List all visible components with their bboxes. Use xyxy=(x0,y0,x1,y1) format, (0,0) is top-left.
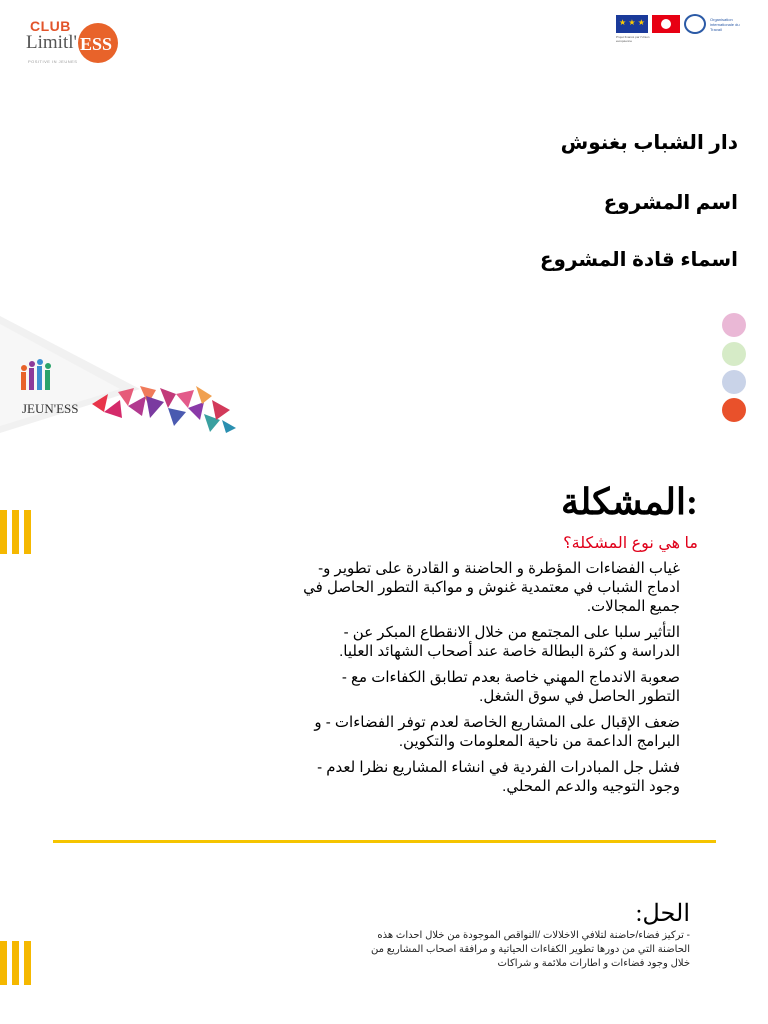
slide-problem-solution xyxy=(0,433,768,1024)
solution-text: - تركيز فضاء/حاضنة لتلافي الاخلالات /النواقص الموجودة من خلال احداث هذه الحاضنة التي من دورها تطوير الكفاءات الحياتية و مرافقة اصحاب المشاريع من خلال وجود فضاءات و اطارات ملائمة و شراكات xyxy=(371,930,690,969)
accent-bars-bottom xyxy=(0,941,31,985)
jeuness-logo xyxy=(0,316,240,433)
accent-bar xyxy=(0,941,7,985)
title-line-project-leaders: اسماء قادة المشروع xyxy=(539,249,738,271)
solution-heading: الحل: xyxy=(635,901,690,927)
club-limitless-logo xyxy=(22,12,122,68)
accent-bar xyxy=(24,510,31,554)
problem-question: ما هي نوع المشكلة؟ xyxy=(563,535,698,552)
accent-bar xyxy=(24,941,31,985)
section-divider xyxy=(53,840,716,843)
problem-item: فشل جل المبادرات الفردية في انشاء المشاريع نظرا لعدم - وجود التوجيه والدعم المحلي. xyxy=(317,759,680,795)
accent-bar xyxy=(12,941,19,985)
problem-heading: :المشكلة xyxy=(561,482,698,522)
eu-flag-icon: ★ ★ ★ xyxy=(616,15,648,33)
title-line-project-name: اسم المشروع xyxy=(603,192,738,214)
logo-tagline: POSITIVE IN JEUNES xyxy=(28,59,78,64)
problem-item: غياب الفضاءات المؤطرة و الحاضنة و القادرة على تطوير و- ادماج الشباب في معتمدية غنوش و مواكبة التطور الحاصل في جميع المجالات. xyxy=(303,560,680,615)
title-line-youth-house: دار الشباب بغنوش xyxy=(560,132,738,154)
decor-dot-orange xyxy=(722,398,746,422)
ilo-logo-icon xyxy=(684,14,706,34)
problem-item: التأثير سلبا على المجتمع من خلال الانقطاع المبكر عن - الدراسة و كثرة البطالة خاصة عند أصحاب الشهائد العليا. xyxy=(339,624,680,660)
problem-item: ضعف الإقبال على المشاريع الخاصة لعدم توفر الفضاءات - و البرامج الداعمة من ناحية المعلومات والتكوين. xyxy=(314,714,680,750)
problem-item: صعوبة الاندماج المهني خاصة بعدم تطابق الكفاءات مع - التطور الحاصل في سوق الشغل. xyxy=(341,669,680,705)
accent-bar xyxy=(12,510,19,554)
decor-dot-green xyxy=(722,342,746,366)
logo-ess-text: ESS xyxy=(80,34,113,54)
jeuness-label: JEUN'ESS xyxy=(22,401,79,416)
slide-title xyxy=(0,0,768,433)
partner-logos xyxy=(616,14,746,43)
decor-dot-blue xyxy=(722,370,746,394)
logo-limit-text: Limitl' xyxy=(26,32,77,53)
eu-caption: Projet financé par l'Union européenne xyxy=(616,35,650,43)
decor-dot-pink xyxy=(722,313,746,337)
tunisia-flag-icon xyxy=(652,15,680,33)
accent-bars-top xyxy=(0,510,31,554)
logo-club-text: CLUB xyxy=(30,18,71,34)
ilo-text: Organisation internationale du Travail xyxy=(710,16,740,32)
problem-list xyxy=(300,559,680,803)
accent-bar xyxy=(0,510,7,554)
